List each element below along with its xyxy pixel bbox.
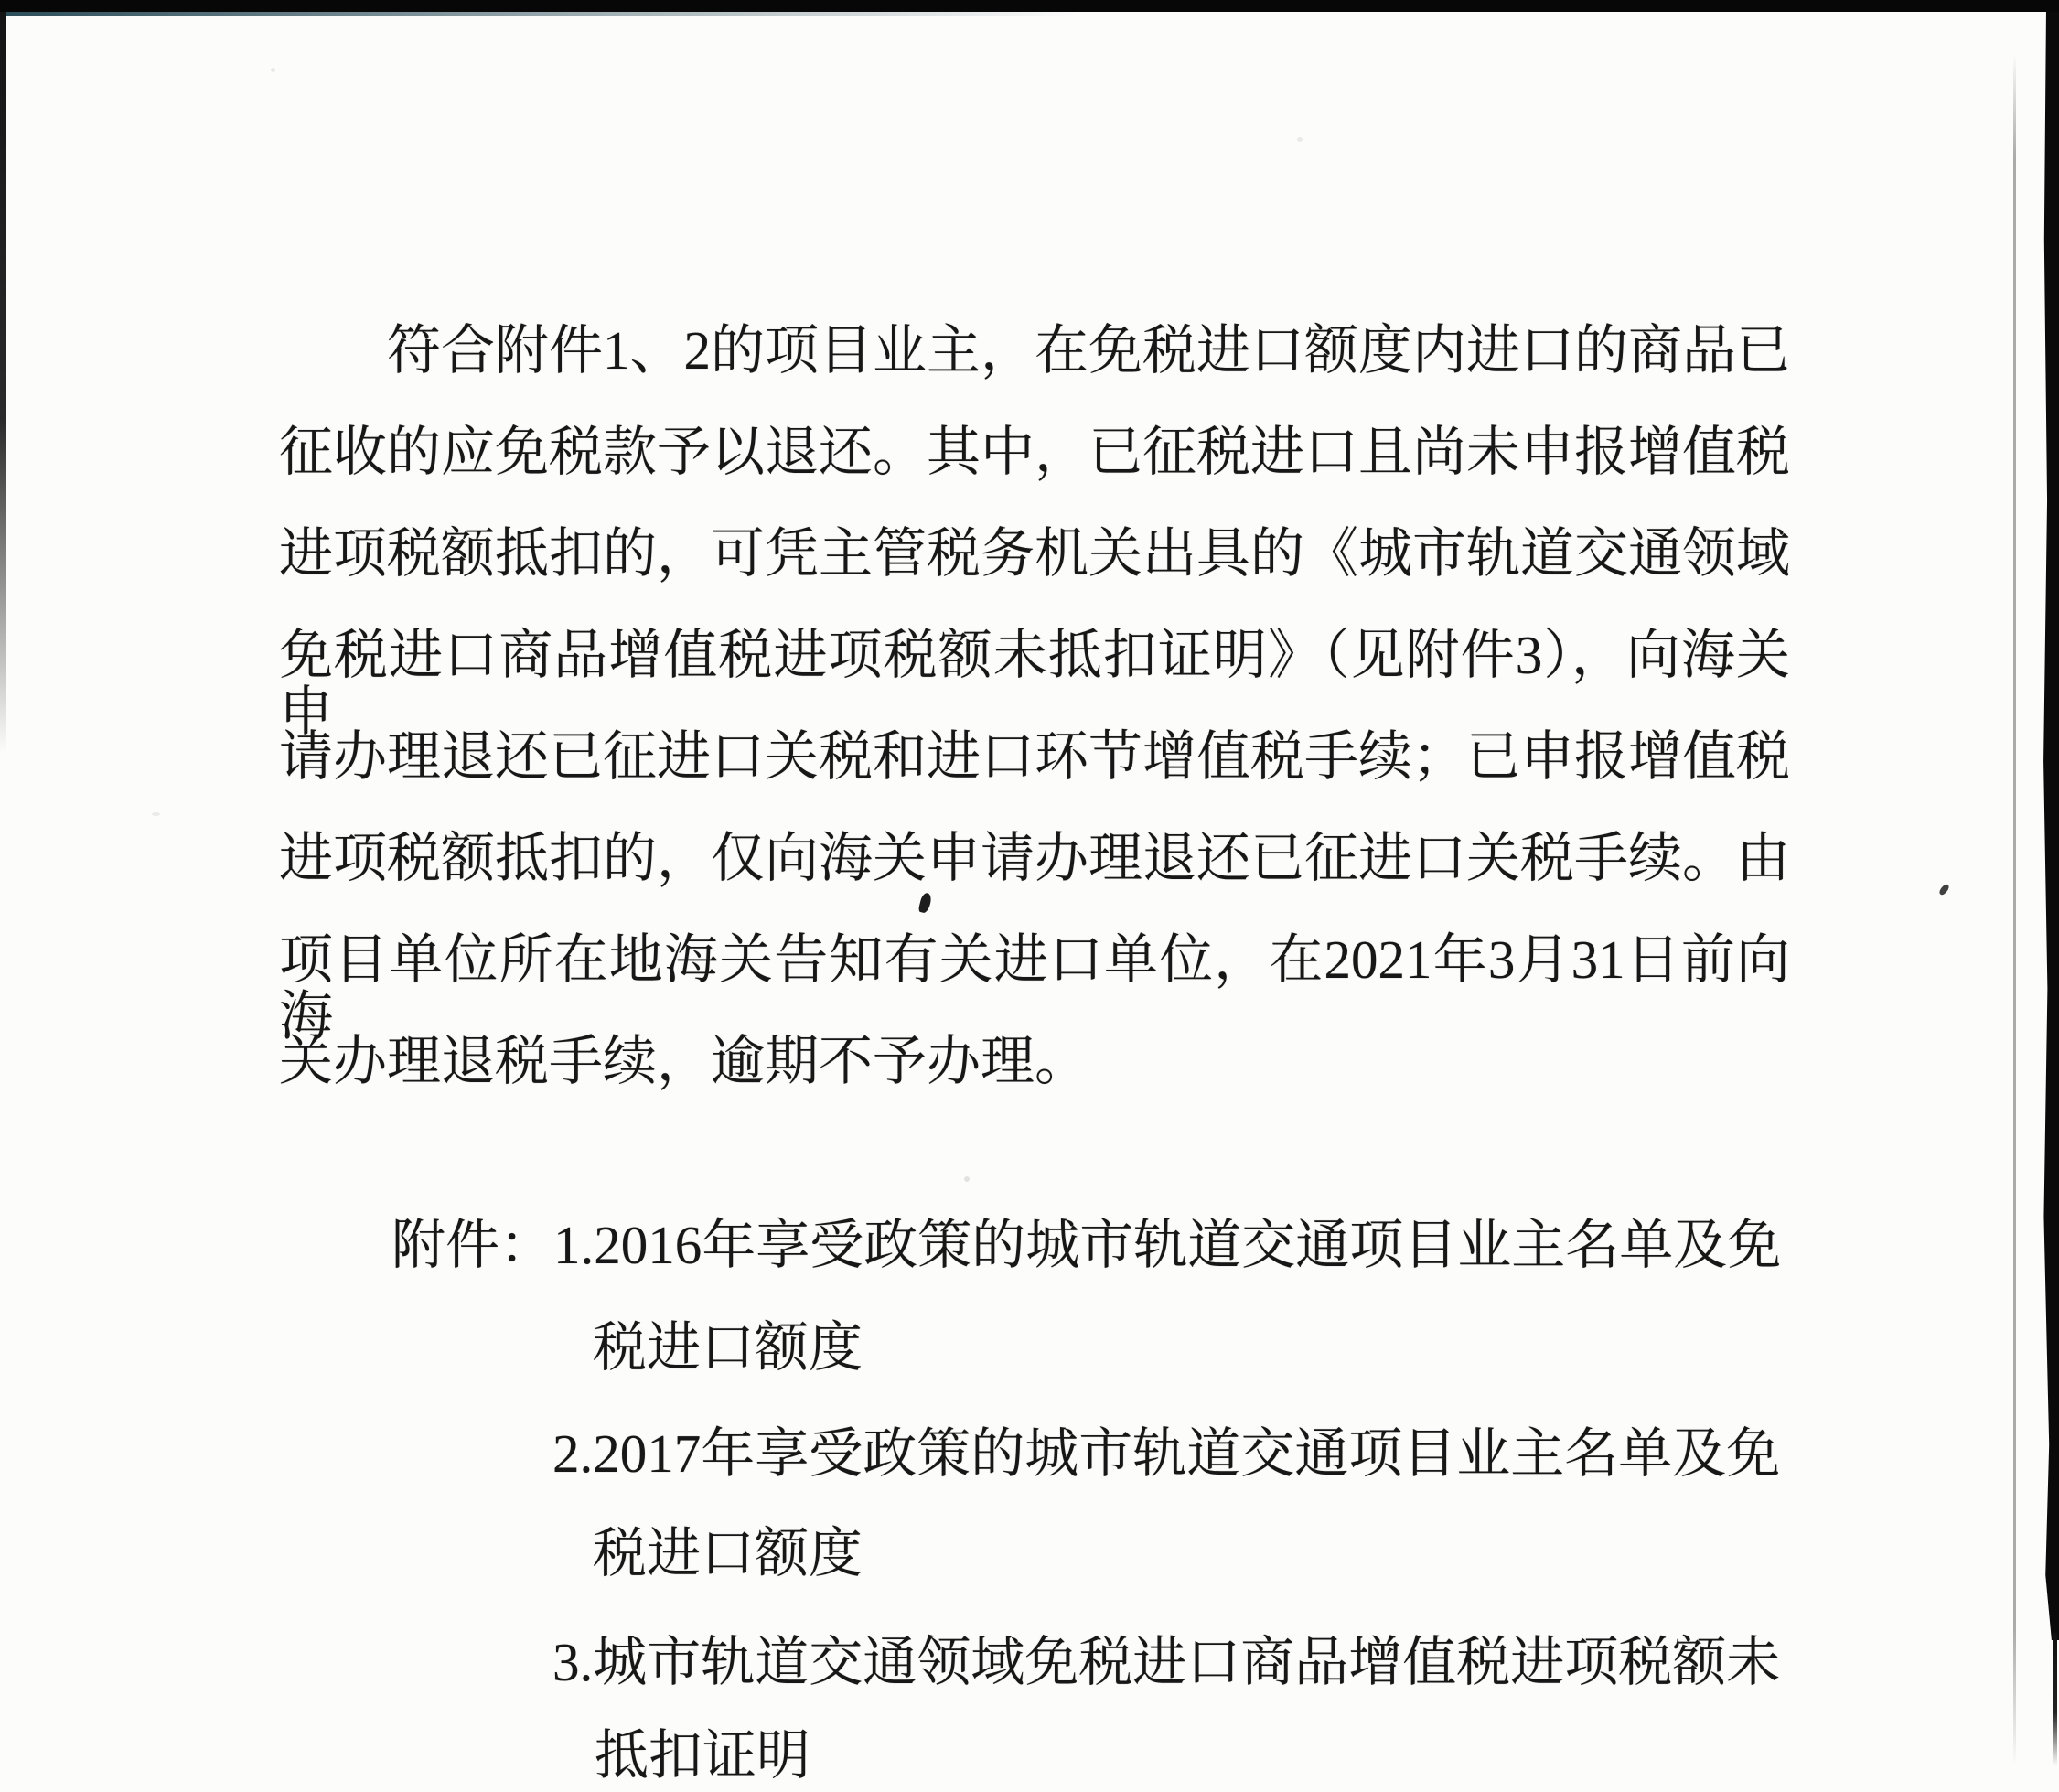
attachment-item-text: 1.2016年享受政策的城市轨道交通项目业主名单及免 [553,1215,1782,1275]
attachment-list-item-2: 2.2017年享受政策的城市轨道交通项目业主名单及免 [552,1423,1781,1484]
attachment-label: 附件： [391,1215,554,1275]
scan-top-edge-bar [0,0,2059,12]
attachment-list-item-1 [391,1217,1781,1273]
scan-right-edge-band-tail [2053,1633,2057,1765]
attachment-list-item-3: 3.城市轨道交通领域免税进口商品增值税进项税额未 [552,1632,1781,1692]
attachment-item-1-continuation: 税进口额度 [593,1317,863,1378]
ink-speck-artifact [1938,883,1951,896]
paragraph-line: 进项税额抵扣的，可凭主管税务机关出具的《城市轨道交通领域 [279,523,1791,584]
paragraph-line: 免税进口商品增值税进项税额未抵扣证明》（见附件3），向海关申 [279,625,1790,742]
scan-left-edge-strip [0,12,6,753]
paragraph-line: 项目单位所在地海关告知有关进口单位，在2021年3月31日前向海 [279,929,1790,1046]
paragraph-line: 关办理退税手续，逾期不予办理。 [279,1031,1089,1091]
paragraph-line: 征收的应免税款予以退还。其中，已征税进口且尚未申报增值税 [279,422,1791,482]
paragraph-line: 符合附件1、2的项目业主，在免税进口额度内进口的商品已 [387,320,1791,381]
ink-blot-artifact [918,892,933,914]
scan-speck [1297,137,1303,142]
attachment-item-2-continuation: 税进口额度 [593,1523,863,1583]
scan-right-edge-band [2043,12,2059,1640]
paper-edge-shadow-line [2013,55,2016,1765]
scan-speck [152,812,160,816]
scan-speck [964,1176,970,1182]
paragraph-line: 请办理退还已征进口关税和进口环节增值税手续；已申报增值税 [279,726,1791,787]
paragraph-line: 进项税额抵扣的，仅向海关申请办理退还已征进口关税手续。由 [279,828,1791,888]
attachment-item-3-continuation: 抵扣证明 [595,1725,811,1786]
scan-speck [271,68,275,72]
scan-top-edge-shadow-line [0,12,1079,16]
